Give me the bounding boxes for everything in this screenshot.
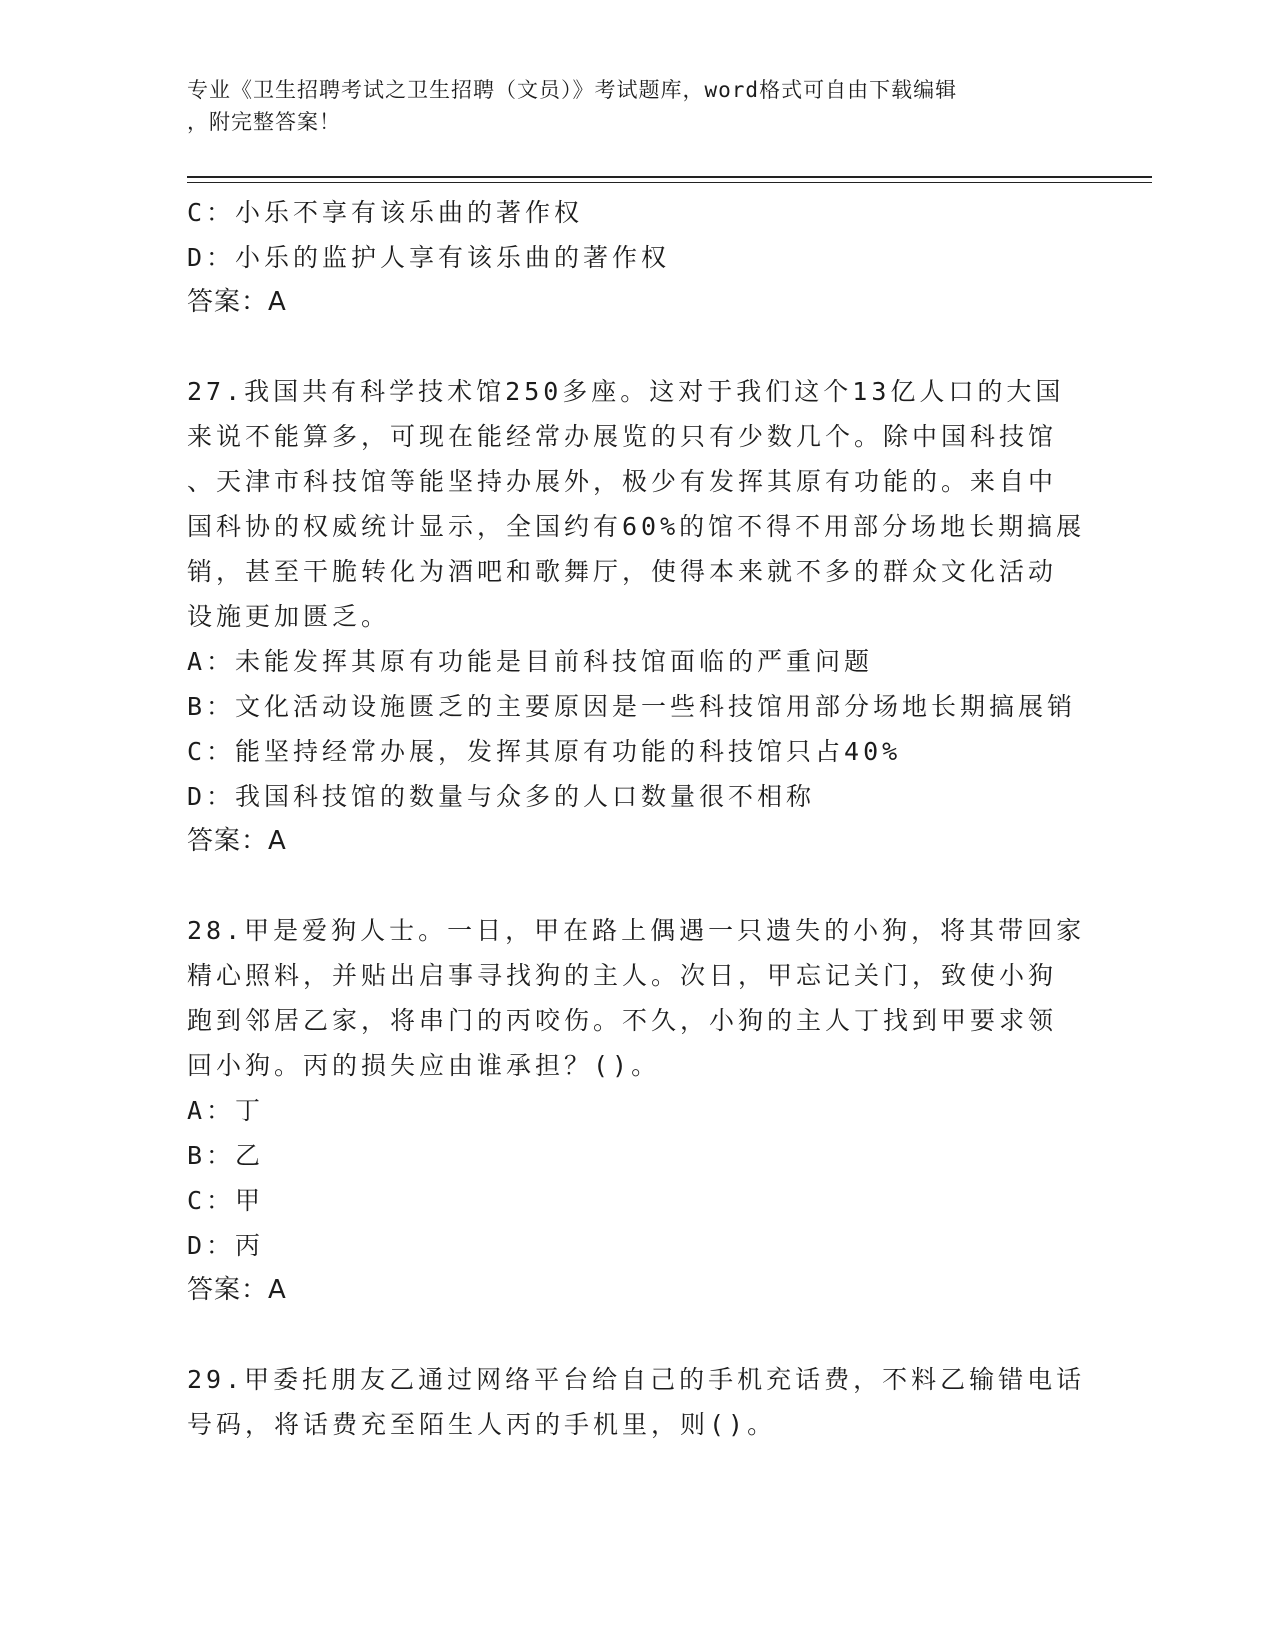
q27-stem-line: 设施更加匮乏。 <box>187 602 391 631</box>
q26-option-d: D：小乐的监护人享有该乐曲的著作权 <box>187 243 671 272</box>
header-line-2: ，附完整答案！ <box>187 110 341 134</box>
q28-option-c: C：甲 <box>187 1186 265 1215</box>
q27-option-d: D：我国科技馆的数量与众多的人口数量很不相称 <box>187 782 816 811</box>
q29-stem-line: 29.甲委托朋友乙通过网络平台给自己的手机充话费，不料乙输错电话 <box>187 1365 1086 1394</box>
header-rule-thin <box>187 182 1152 183</box>
question-29 <box>187 1357 1087 1447</box>
q28-stem-line: 回小狗。丙的损失应由谁承担？()。 <box>187 1051 661 1080</box>
q27-stem-line: 销，甚至干脆转化为酒吧和歌舞厅，使得本来就不多的群众文化活动 <box>187 557 1058 586</box>
q28-stem-line: 精心照料，并贴出启事寻找狗的主人。次日，甲忘记关门，致使小狗 <box>187 961 1058 990</box>
q27-stem-line: 27.我国共有科学技术馆250多座。这对于我们这个13亿人口的大国 <box>187 377 1065 406</box>
q28-answer: 答案：A <box>187 1275 287 1305</box>
header-line-1: 专业《卫生招聘考试之卫生招聘（文员）》考试题库，word格式可自由下载编辑 <box>187 78 958 102</box>
q29-stem-line: 号码，将话费充至陌生人丙的手机里，则()。 <box>187 1410 777 1439</box>
q27-option-c: C：能坚持经常办展，发挥其原有功能的科技馆只占40% <box>187 737 902 766</box>
q28-option-a: A：丁 <box>187 1096 265 1125</box>
q27-stem-line: 国科协的权威统计显示，全国约有60%的馆不得不用部分场地长期搞展 <box>187 512 1086 541</box>
q27-answer: 答案：A <box>187 826 287 856</box>
q28-stem-line: 28.甲是爱狗人士。一日，甲在路上偶遇一只遗失的小狗，将其带回家 <box>187 916 1086 945</box>
q27-option-b: B：文化活动设施匮乏的主要原因是一些科技馆用部分场地长期搞展销 <box>187 692 1077 721</box>
q27-stem-line: 来说不能算多，可现在能经常办展览的只有少数几个。除中国科技馆 <box>187 422 1058 451</box>
q28-option-b: B：乙 <box>187 1141 265 1170</box>
question-27 <box>187 369 1087 864</box>
q26-answer: 答案：A <box>187 287 287 317</box>
q27-stem-line: 、天津市科技馆等能坚持办展外，极少有发挥其原有功能的。来自中 <box>187 467 1058 496</box>
question-content <box>187 190 1087 1447</box>
q28-option-d: D：丙 <box>187 1231 265 1260</box>
header-rule-thick <box>187 176 1152 178</box>
question-28 <box>187 908 1087 1313</box>
q26-option-c: C：小乐不享有该乐曲的著作权 <box>187 198 584 227</box>
question-26 <box>187 190 1087 325</box>
q27-option-a: A：未能发挥其原有功能是目前科技馆面临的严重问题 <box>187 647 874 676</box>
q28-stem-line: 跑到邻居乙家，将串门的丙咬伤。不久，小狗的主人丁找到甲要求领 <box>187 1006 1058 1035</box>
page-header <box>187 74 1067 138</box>
